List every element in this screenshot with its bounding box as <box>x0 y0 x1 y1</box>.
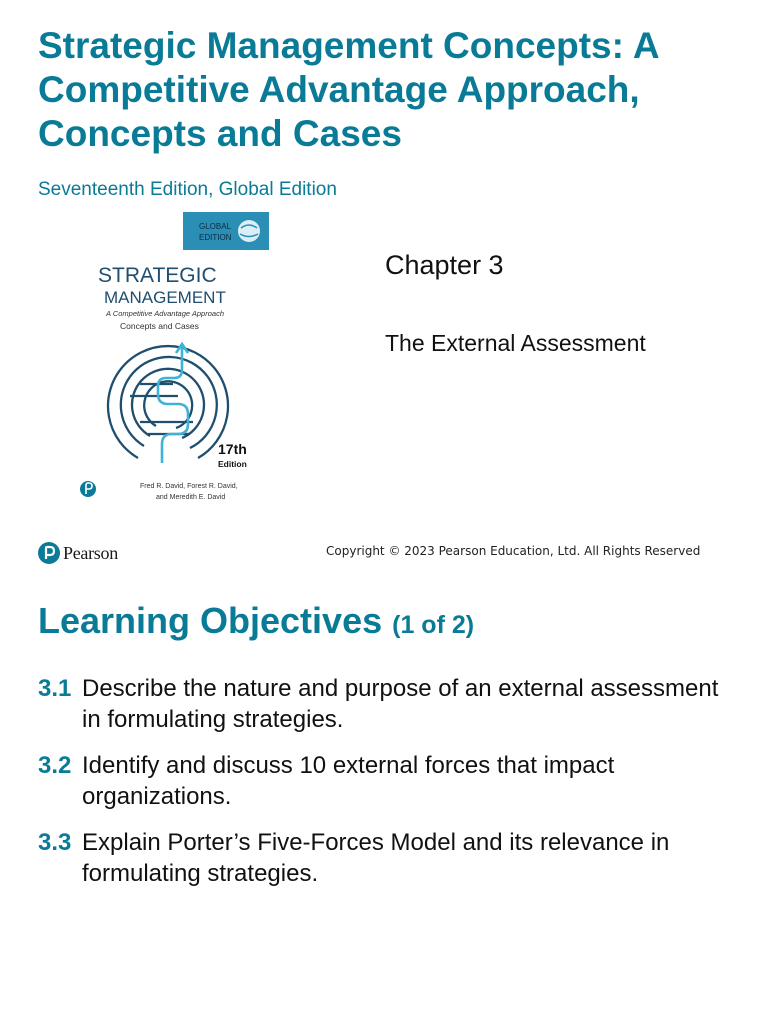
objective-number: 3.2 <box>38 752 72 779</box>
book-title-line-3: Concepts and Cases <box>38 113 402 154</box>
chapter-title: The External Assessment <box>385 330 646 356</box>
learning-objectives-page-count: (1 of 2) <box>392 611 475 639</box>
cover-badge-line-1: GLOBAL <box>199 222 232 231</box>
chapter-heading: Chapter 3 <box>385 250 504 280</box>
globe-icon <box>238 220 260 242</box>
objective-number: 3.3 <box>38 829 72 856</box>
book-title-line-1: Strategic Management Concepts: A <box>38 25 660 66</box>
edition-subtitle: Seventeenth Edition, Global Edition <box>38 179 337 200</box>
objective-text: Explain Porter’s Five-Forces Model and its relevance in formulating strategies. <box>82 829 670 887</box>
copyright-notice: Copyright © 2023 Pearson Education, Ltd. All Rights Reserved <box>326 544 701 558</box>
pearson-logo-icon <box>38 542 60 564</box>
learning-objectives-heading: Learning Objectives <box>38 600 383 641</box>
objective-item <box>38 673 728 735</box>
objective-text: Describe the nature and purpose of an external assessment in formulating strategies. <box>82 675 719 733</box>
objective-text: Identify and discuss 10 external forces that impact organizations. <box>82 752 615 810</box>
cover-edition-number: 17th <box>218 441 247 457</box>
cover-authors-line-1: Fred R. David, Forest R. David, <box>140 483 238 490</box>
cover-subtitle-line-1: A Competitive Advantage Approach <box>106 309 224 318</box>
cover-title-line-2: MANAGEMENT <box>104 288 226 307</box>
cover-title-line-1: STRATEGIC <box>98 264 217 287</box>
pearson-logo <box>38 540 118 566</box>
learning-objectives-title <box>38 600 474 642</box>
objective-item <box>38 827 728 889</box>
book-cover-image <box>78 208 269 509</box>
pearson-logo-wordmark: Pearson <box>63 542 118 563</box>
book-cover-art <box>78 208 269 509</box>
objective-item <box>38 750 728 812</box>
objective-number: 3.1 <box>38 675 72 702</box>
cover-edition-label: Edition <box>218 459 247 469</box>
cover-authors-line-2: and Meredith E. David <box>156 494 226 501</box>
book-title <box>38 24 748 156</box>
cover-badge-line-2: EDITION <box>199 233 232 242</box>
book-title-line-2: Competitive Advantage Approach, <box>38 69 640 110</box>
cover-subtitle-line-2: Concepts and Cases <box>120 321 199 331</box>
